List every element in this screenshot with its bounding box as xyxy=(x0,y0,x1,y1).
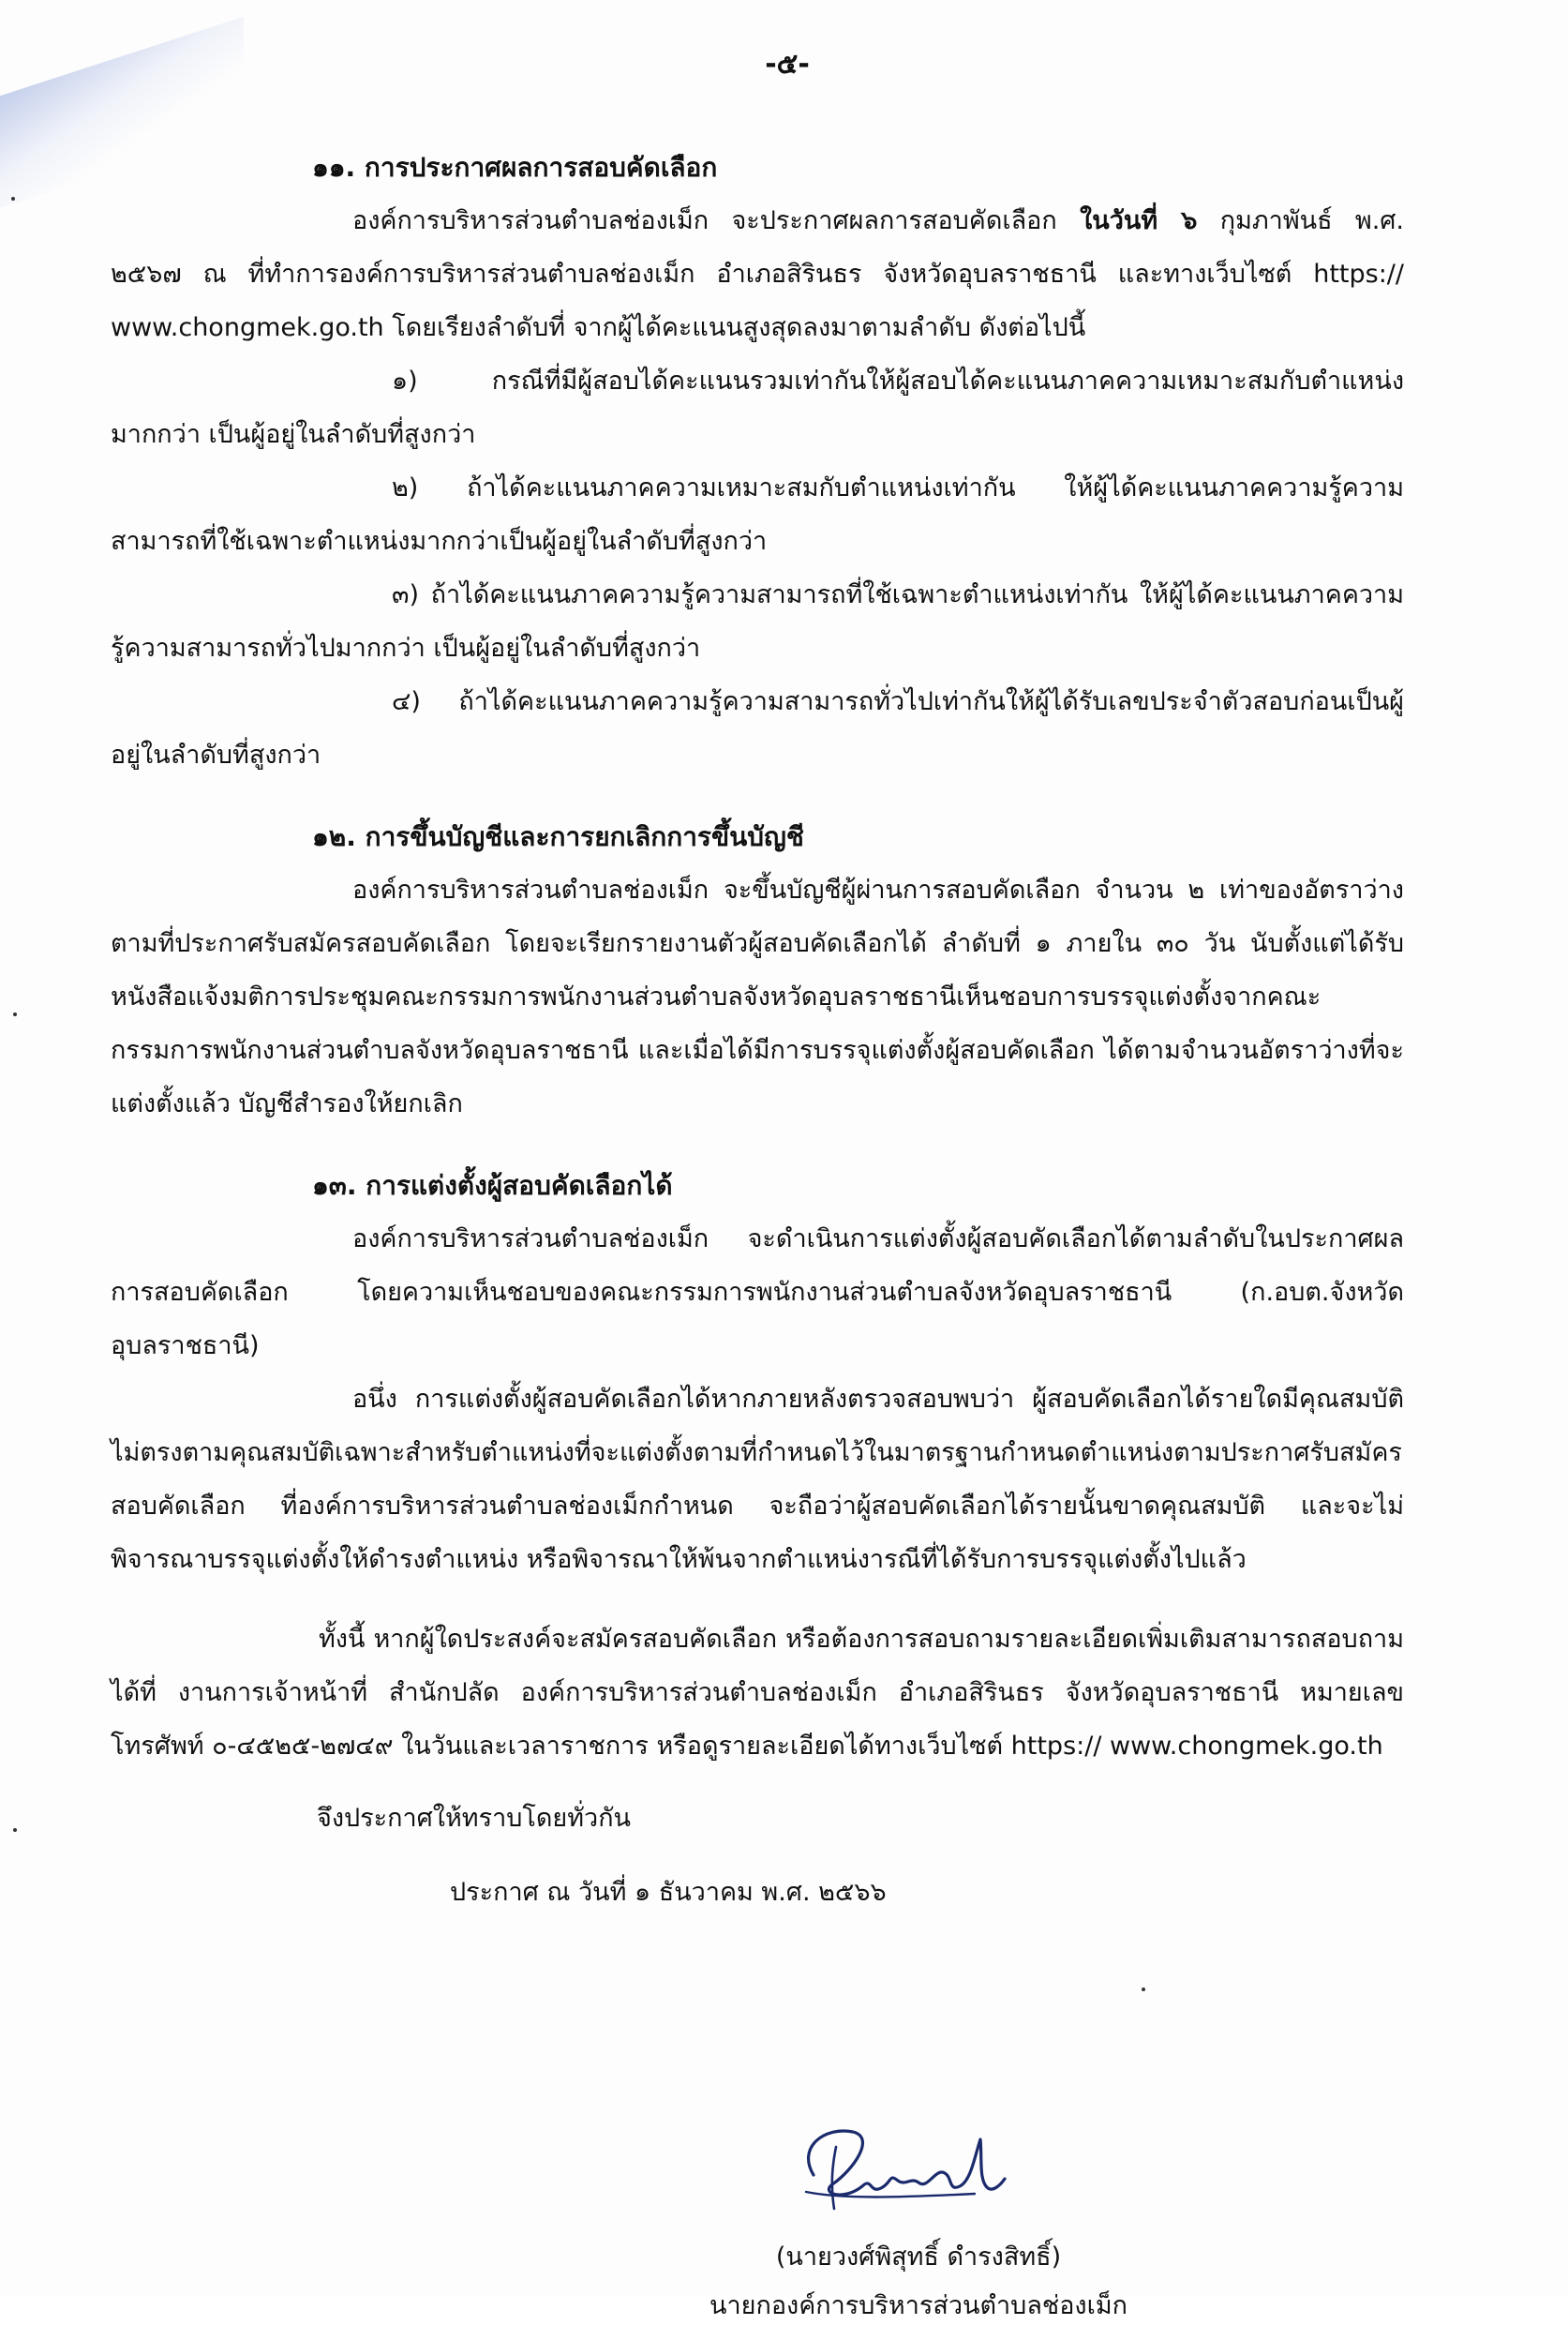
section-12-heading: ๑๒. การขึ้นบัญชีและการยกเลิกการขึ้นบัญชี xyxy=(312,821,804,852)
closing-announce: จึงประกาศให้ทราบโดยทั่วกัน xyxy=(317,1804,631,1833)
section-11-heading: ๑๑. การประกาศผลการสอบคัดเลือก xyxy=(312,152,718,183)
handwritten-signature xyxy=(787,2119,1012,2222)
scan-speck xyxy=(11,197,15,201)
spacer xyxy=(111,782,1404,810)
spacer xyxy=(111,1131,1404,1159)
scan-speck xyxy=(13,1012,17,1016)
section-11-intro-rest: กุมภาพันธ์ พ.ศ. ๒๕๖๗ ณ ที่ทำการองค์การบริหารส่วนตำบลช่องเม็ก อำเภอสิรินธร จังหวัดอุบลราชธานี และทางเว็บไซต์ https:// www.chongmek.go.th โดยเรียงลำดับที่ จากผู้ได้คะแนนสูงสุดลงมาตามลำดับ ดังต่อไปนี้ xyxy=(111,206,1404,342)
section-12-body: องค์การบริหารส่วนตำบลช่องเม็ก จะขึ้นบัญชีผู้ผ่านการสอบคัดเลือก จำนวน ๒ เท่าของอัตราว่างตามที่ประกาศรับสมัครสอบคัดเลือก โดยจะเรียกรายงานตัวผู้สอบคัดเลือกได้ ลำดับที่ ๑ ภายใน ๓๐ วัน นับตั้งแต่ได้รับหนังสือแจ้งมติการประชุมคณะกรรมการพนักงานส่วนตำบลจังหวัดอุบลราชธานีเห็นชอบการบรรจุแต่งตั้งจากคณะกรรมการพนักงานส่วนตำบลจังหวัดอุบลราชธานี และเมื่อได้มีการบรรจุแต่งตั้งผู้สอบคัดเลือก ได้ตามจำนวนอัตราว่างที่จะแต่งตั้งแล้ว บัญชีสำรองให้ยกเลิก xyxy=(111,876,1404,1118)
document-body xyxy=(111,141,1404,1919)
section-13-body-1: องค์การบริหารส่วนตำบลช่องเม็ก จะดำเนินการแต่งตั้งผู้สอบคัดเลือกได้ตามลำดับในประกาศผลการสอบคัดเลือก โดยความเห็นชอบของคณะกรรมการพนักงานส่วนตำบลจังหวัดอุบลราชธานี (ก.อบต.จังหวัดอุบลราชธานี) xyxy=(111,1224,1404,1360)
section-13-heading: ๑๓. การแต่งตั้งผู้สอบคัดเลือกได้ xyxy=(312,1170,673,1201)
page-number: -๕- xyxy=(765,48,810,81)
section-13-body-2: อนึ่ง การแต่งตั้งผู้สอบคัดเลือกได้หากภายหลังตรวจสอบพบว่า ผู้สอบคัดเลือกได้รายใดมีคุณสมบัติไม่ตรงตามคุณสมบัติเฉพาะสำหรับตำแหน่งที่จะแต่งตั้งตามที่กำหนดไว้ในมาตรฐานกำหนดตำแหน่งตามประกาศรับสมัครสอบคัดเลือก ที่องค์การบริหารส่วนตำบลช่องเม็กกำหนด จะถือว่าผู้สอบคัดเลือกได้รายนั้นขาดคุณสมบัติ และจะไม่พิจารณาบรรจุแต่งตั้งให้ดำรงตำแหน่ง หรือพิจารณาให้พ้นจากตำแหน่งารณีที่ได้รับการบรรจุแต่งตั้งไปแล้ว xyxy=(111,1385,1404,1574)
announce-date: ประกาศ ณ วันที่ ๑ ธันวาคม พ.ศ. ๒๕๖๖ xyxy=(450,1878,887,1907)
section-11-rule-3: ๓) ถ้าได้คะแนนภาคความรู้ความสามารถที่ใช้เฉพาะตำแหน่งเท่ากัน ให้ผู้ได้คะแนนภาคความรู้ความสามารถทั่วไปมากกว่า เป็นผู้อยู่ในลำดับที่สูงกว่า xyxy=(111,580,1404,663)
section-11-intro xyxy=(111,194,1404,354)
section-11-rule-1: ๑) กรณีที่มีผู้สอบได้คะแนนรวมเท่ากันให้ผู้สอบได้คะแนนภาคความเหมาะสมกับตำแหน่งมากกว่า เป็นผู้อยู่ในลำดับที่สูงกว่า xyxy=(111,367,1404,449)
section-11-intro-date: ในวันที่ ๖ xyxy=(1080,206,1198,235)
scan-speck xyxy=(1142,1988,1145,1991)
spacer xyxy=(111,1773,1404,1792)
signer-title: นายกองค์การบริหารส่วนตำบลช่องเม็ก xyxy=(709,2291,1127,2320)
section-11-intro-lead: องค์การบริหารส่วนตำบลช่องเม็ก จะประกาศผลการสอบคัดเลือก xyxy=(352,206,1081,235)
spacer xyxy=(111,1586,1404,1612)
closing-contact: ทั้งนี้ หากผู้ใดประสงค์จะสมัครสอบคัดเลือก หรือต้องการสอบถามรายละเอียดเพิ่มเติมสามารถสอบถามได้ที่ งานการเจ้าหน้าที่ สำนักปลัด องค์การบริหารส่วนตำบลช่องเม็ก อำเภอสิรินธร จังหวัดอุบลราชธานี หมายเลขโทรศัพท์ ๐-๔๕๒๕-๒๗๔๙ ในวันและเวลาราชการ หรือดูรายละเอียดได้ทางเว็บไซต์ https:// www.chongmek.go.th xyxy=(111,1625,1404,1761)
signer-name: (นายวงศ์พิสุทธิ์ ดำรงสิทธิ์) xyxy=(775,2242,1062,2272)
section-11-rule-2: ๒) ถ้าได้คะแนนภาคความเหมาะสมกับตำแหน่งเท่ากัน ให้ผู้ได้คะแนนภาคความรู้ความสามารถที่ใช้เฉพาะตำแหน่งมากกว่าเป็นผู้อยู่ในลำดับที่สูงกว่า xyxy=(111,473,1404,556)
scan-speck xyxy=(13,1828,17,1832)
section-11-rule-4: ๔) ถ้าได้คะแนนภาคความรู้ความสามารถทั่วไปเท่ากันให้ผู้ได้รับเลขประจำตัวสอบก่อนเป็นผู้อยู่ในลำดับที่สูงกว่า xyxy=(111,687,1404,770)
